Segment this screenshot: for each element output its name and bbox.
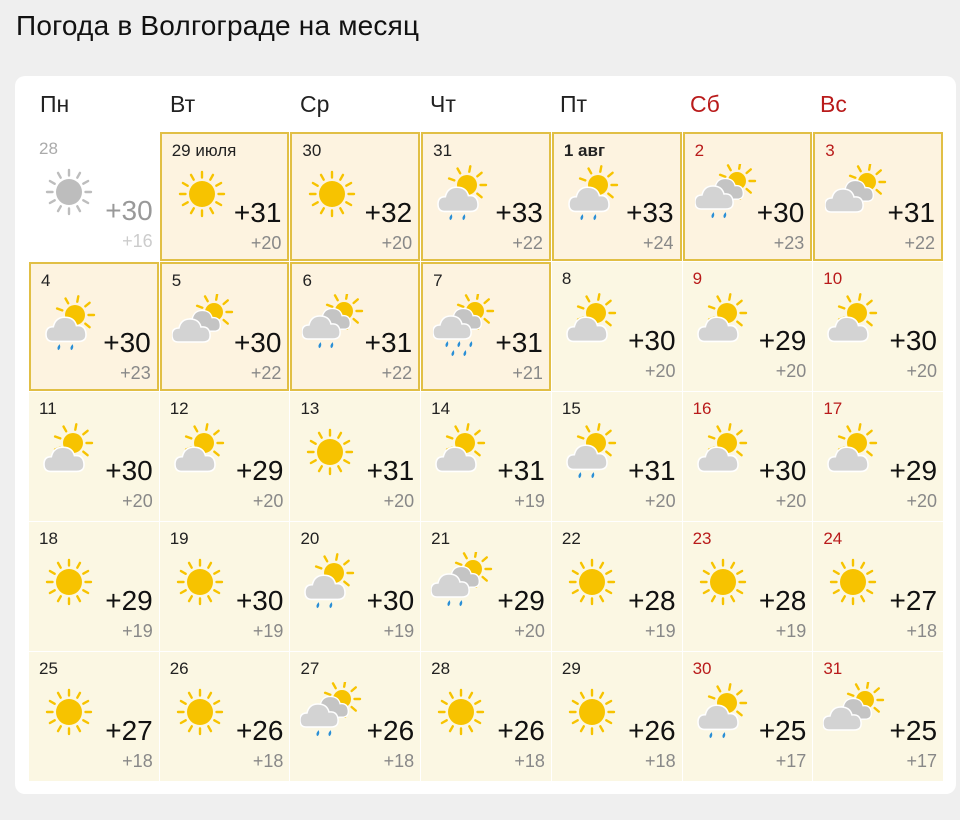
calendar-weeks — [29, 132, 944, 782]
sun-cloud-icon — [693, 292, 755, 354]
sun-icon — [39, 552, 101, 614]
sun-icon — [431, 682, 493, 744]
day-cell[interactable] — [160, 652, 290, 781]
day-temp-low: +20 — [906, 491, 938, 511]
sun-cloud-icon — [39, 422, 101, 484]
clouds-sun-rain-icon — [302, 294, 364, 356]
clouds-sun-rain-icon — [300, 682, 362, 744]
day-temp-high: +26 — [628, 715, 676, 746]
day-temp-high: +25 — [758, 715, 807, 746]
day-cell[interactable] — [160, 522, 290, 651]
day-date: 24 — [823, 529, 843, 548]
day-cell[interactable] — [290, 652, 420, 781]
day-temp-high: +27 — [889, 585, 938, 616]
day-cell[interactable] — [29, 262, 159, 391]
day-date: 5 — [171, 271, 182, 290]
day-temp-low: +18 — [383, 751, 415, 771]
weekday-label: Сб — [690, 91, 720, 117]
day-cell[interactable] — [160, 392, 290, 521]
sun-cloud-rain-icon — [693, 682, 755, 744]
day-temp-low: +19 — [122, 621, 153, 641]
day-date: 31 — [433, 141, 453, 160]
day-temp-high: +29 — [105, 585, 153, 616]
day-date: 10 — [823, 269, 843, 288]
day-date: 6 — [302, 271, 312, 290]
day-cell[interactable] — [552, 392, 682, 521]
day-temp-high: +26 — [235, 715, 284, 746]
day-temp-high: +30 — [628, 325, 676, 356]
week-row — [29, 132, 944, 262]
week-row — [29, 392, 944, 522]
day-cell[interactable] — [813, 132, 943, 261]
day-cell[interactable] — [683, 652, 813, 781]
day-temp-low: +18 — [514, 751, 545, 771]
day-date: 23 — [692, 529, 712, 548]
day-cell[interactable] — [290, 392, 420, 521]
day-cell[interactable] — [160, 132, 290, 261]
sun-icon — [170, 682, 232, 744]
day-cell[interactable] — [552, 522, 682, 651]
day-cell[interactable] — [290, 522, 420, 651]
week-row — [29, 652, 944, 782]
day-temp-high: +29 — [889, 455, 938, 486]
day-date: 28 — [39, 139, 58, 158]
day-date: 15 — [561, 399, 581, 418]
day-temp-low: +20 — [906, 361, 937, 381]
day-temp-low: +22 — [904, 233, 936, 253]
day-temp-low: +20 — [383, 491, 415, 511]
day-temp-low: +17 — [906, 751, 938, 771]
day-temp-low: +18 — [252, 751, 284, 771]
day-date: 11 — [39, 399, 57, 418]
sun-cloud-icon — [823, 292, 885, 354]
day-temp-high: +31 — [233, 197, 282, 228]
sun-cloud-icon — [562, 292, 624, 354]
day-cell[interactable] — [421, 262, 551, 391]
day-date: 12 — [169, 399, 189, 418]
clouds-sun-rain-icon — [431, 552, 493, 614]
weekday-label: Вт — [170, 91, 196, 117]
weekday-header — [29, 82, 944, 132]
day-date: 4 — [41, 271, 51, 290]
day-temp-high: +30 — [756, 197, 805, 228]
day-temp-high: +31 — [495, 327, 543, 358]
day-temp-low: +24 — [643, 233, 674, 253]
day-temp-high: +30 — [758, 455, 807, 486]
day-date: 26 — [169, 659, 189, 678]
sun-icon — [39, 682, 101, 744]
day-temp-high: +28 — [628, 585, 676, 616]
sun-cloud-icon — [431, 422, 493, 484]
day-temp-high: +33 — [495, 197, 543, 228]
day-temp-low: +18 — [906, 621, 938, 641]
day-date: 3 — [825, 141, 835, 160]
day-date: 17 — [823, 399, 843, 418]
day-temp-high: +29 — [235, 455, 284, 486]
weekday-label: Пн — [40, 91, 70, 117]
day-temp-low: +23 — [120, 363, 151, 383]
day-cell[interactable] — [29, 132, 159, 261]
sun-cloud-rain-icon — [562, 422, 624, 484]
day-date: 1 авг — [563, 141, 606, 160]
day-temp-high: +30 — [366, 585, 415, 616]
day-date: 29 июля — [171, 141, 237, 160]
day-date: 16 — [692, 399, 712, 418]
day-temp-low: +23 — [773, 233, 805, 253]
day-date: 29 — [561, 659, 581, 678]
day-date: 19 — [169, 529, 189, 548]
day-temp-low: +22 — [381, 363, 413, 383]
day-cell[interactable] — [290, 262, 420, 391]
day-temp-high: +30 — [105, 455, 153, 486]
sun-icon — [170, 552, 232, 614]
day-date: 9 — [692, 269, 703, 288]
day-temp-low: +20 — [775, 491, 807, 511]
day-cell[interactable] — [421, 392, 551, 521]
day-date: 25 — [39, 659, 58, 678]
day-date: 30 — [692, 659, 712, 678]
sun-cloud-rain-icon — [433, 164, 495, 226]
day-date: 31 — [823, 659, 843, 678]
day-temp-low: +19 — [645, 621, 676, 641]
sun-cloud-icon — [170, 422, 232, 484]
day-temp-low: +21 — [512, 363, 543, 383]
sun-icon — [562, 552, 624, 614]
day-cell[interactable] — [683, 522, 813, 651]
day-cell[interactable] — [683, 262, 813, 391]
day-date: 27 — [300, 659, 320, 678]
day-temp-low: +20 — [381, 233, 413, 253]
day-temp-high: +30 — [235, 585, 284, 616]
day-date: 28 — [431, 659, 451, 678]
sun-cloud-rain-icon — [300, 552, 362, 614]
day-date: 2 — [694, 141, 705, 160]
day-temp-low: +19 — [383, 621, 415, 641]
day-temp-high: +31 — [497, 455, 545, 486]
day-temp-low: +19 — [514, 491, 545, 511]
day-temp-high: +31 — [364, 327, 413, 358]
page-title: Погода в Волгограде на месяц — [16, 10, 420, 41]
day-cell[interactable] — [29, 522, 159, 651]
day-temp-low: +22 — [250, 363, 282, 383]
day-cell[interactable] — [421, 522, 551, 651]
week-row — [29, 522, 944, 652]
week-row — [29, 262, 944, 392]
calendar-grid — [29, 82, 944, 782]
day-temp-high: +29 — [758, 325, 807, 356]
day-temp-low: +20 — [122, 491, 153, 511]
day-cell[interactable] — [290, 132, 420, 261]
day-cell[interactable] — [552, 132, 682, 261]
sun-icon — [823, 552, 885, 614]
day-temp-high: +25 — [889, 715, 938, 746]
sun-cloud-icon — [693, 422, 755, 484]
day-cell[interactable] — [29, 652, 159, 781]
clouds-sun-rain-icon — [695, 164, 757, 226]
day-temp-high: +27 — [105, 715, 153, 746]
sun-cloud-rain-icon — [41, 294, 103, 356]
day-temp-low: +17 — [775, 751, 807, 771]
day-temp-low: +20 — [775, 361, 807, 381]
day-temp-high: +30 — [105, 195, 153, 226]
day-date: 21 — [431, 529, 451, 548]
clouds-sun-heavy-rain-icon — [433, 294, 495, 356]
day-temp-high: +26 — [366, 715, 415, 746]
sun-grey-icon — [39, 162, 101, 224]
day-date: 8 — [561, 269, 572, 288]
sun-cloud-rain-icon — [564, 164, 626, 226]
day-date: 14 — [431, 399, 451, 418]
day-cell[interactable] — [552, 652, 682, 781]
day-temp-low: +18 — [122, 751, 153, 771]
day-temp-high: +28 — [758, 585, 807, 616]
day-temp-high: +31 — [366, 455, 415, 486]
day-date: 7 — [433, 271, 443, 290]
day-temp-low: +20 — [250, 233, 282, 253]
day-temp-high: +29 — [497, 585, 545, 616]
day-temp-high: +26 — [497, 715, 545, 746]
day-temp-low: +22 — [512, 233, 543, 253]
clouds-sun-icon — [823, 682, 885, 744]
day-date: 13 — [300, 399, 320, 418]
sun-icon — [300, 422, 362, 484]
day-temp-low: +20 — [514, 621, 545, 641]
day-date: 22 — [561, 529, 581, 548]
sun-icon — [562, 682, 624, 744]
day-temp-high: +32 — [364, 197, 413, 228]
day-cell[interactable] — [813, 262, 943, 391]
day-cell[interactable] — [813, 652, 943, 781]
day-cell[interactable] — [813, 522, 943, 651]
day-cell[interactable] — [683, 132, 813, 261]
day-cell[interactable] — [421, 652, 551, 781]
sun-cloud-icon — [823, 422, 885, 484]
clouds-sun-icon — [825, 164, 887, 226]
day-temp-low: +20 — [645, 361, 676, 381]
sun-icon — [172, 164, 234, 226]
day-cell[interactable] — [813, 392, 943, 521]
day-temp-high: +30 — [233, 327, 282, 358]
weekday-label: Чт — [430, 91, 456, 117]
day-date: 20 — [300, 529, 320, 548]
day-cell[interactable] — [29, 392, 159, 521]
day-temp-high: +33 — [626, 197, 674, 228]
weekday-label: Пт — [560, 91, 588, 117]
sun-icon — [302, 164, 364, 226]
day-temp-low: +19 — [775, 621, 807, 641]
day-date: 18 — [39, 529, 58, 548]
day-temp-low: +20 — [252, 491, 284, 511]
day-temp-low: +20 — [645, 491, 676, 511]
day-date: 30 — [302, 141, 322, 160]
weekday-label: Ср — [300, 91, 330, 117]
day-cell[interactable] — [421, 132, 551, 261]
day-temp-high: +31 — [628, 455, 676, 486]
day-cell[interactable] — [683, 392, 813, 521]
day-temp-high: +31 — [887, 197, 936, 228]
day-cell[interactable] — [160, 262, 290, 391]
day-temp-low: +18 — [645, 751, 676, 771]
day-temp-high: +30 — [889, 325, 937, 356]
sun-icon — [693, 552, 755, 614]
day-cell[interactable] — [552, 262, 682, 391]
day-temp-low: +19 — [252, 621, 284, 641]
weekday-label: Вс — [820, 91, 847, 117]
day-temp-low: +16 — [122, 231, 153, 251]
clouds-sun-icon — [172, 294, 234, 356]
day-temp-high: +30 — [103, 327, 151, 358]
